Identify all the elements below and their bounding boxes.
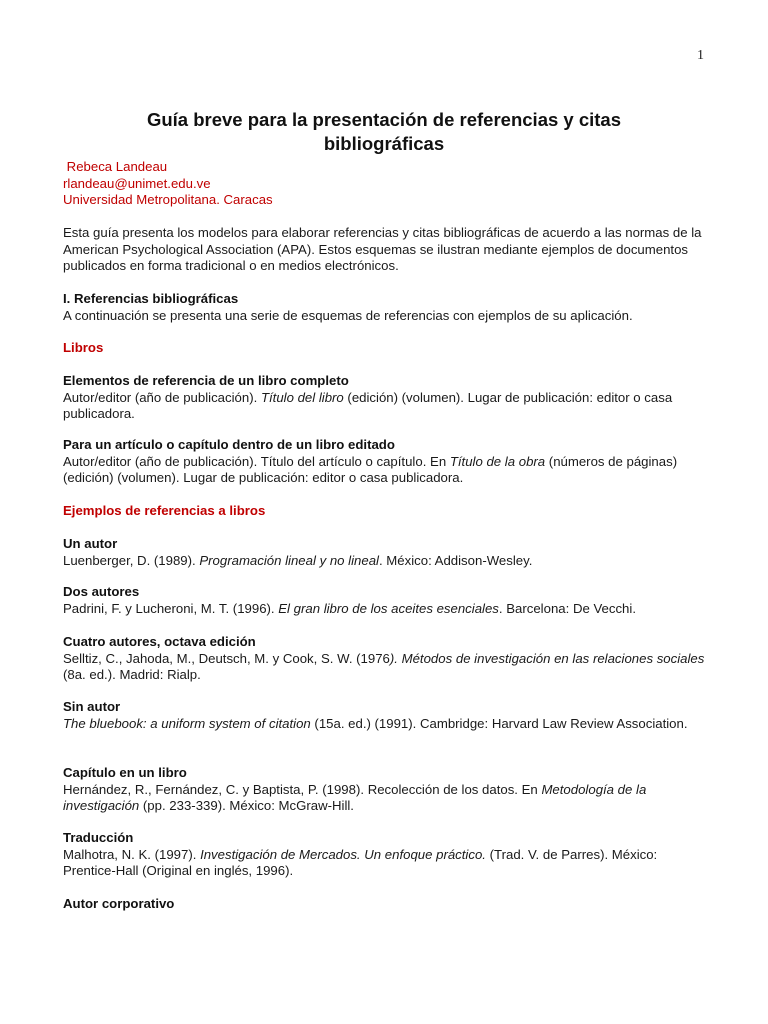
- dos-autores-heading: Dos autores: [63, 584, 140, 599]
- text-run: Autor/editor (año de publicación).: [63, 389, 261, 405]
- ex-autor-corporativo: [63, 896, 713, 913]
- text-run: (números de páginas) (edición) (volumen). Lugar de publicación: editor o casa publicadora.: [63, 453, 678, 485]
- author-email[interactable]: rlandeau@unimet.edu.ve: [63, 175, 211, 191]
- text-run: (15a. ed.) (1991). Cambridge: Harvard Law Review Association.: [310, 715, 688, 731]
- text-run: (Trad. V. de Parres). México: Prentice-Hall (Original en inglés, 1996).: [63, 846, 658, 878]
- italic-run: Título del libro: [260, 389, 344, 405]
- capitulo-libro-text: [63, 782, 713, 815]
- cuatro-autores-text: [63, 651, 713, 684]
- elem-capitulo: [63, 437, 713, 487]
- ex-dos-autores: [63, 584, 713, 617]
- text-run: Hernández, R., Fernández, C. y Baptista, P. (1998). Recolección de los datos. En: [63, 781, 542, 797]
- italic-run: ). Métodos de investigación en las relaciones sociales: [389, 650, 705, 666]
- text-run: Luenberger, D. (1989).: [63, 552, 200, 568]
- dos-autores-text: [63, 601, 713, 618]
- ex-sin-autor: [63, 699, 713, 732]
- italic-run: Título de la obra: [449, 453, 546, 469]
- traduccion-heading: Traducción: [63, 830, 134, 845]
- un-autor-text: [63, 553, 713, 570]
- text-run: Malhotra, N. K. (1997).: [63, 846, 201, 862]
- ex-cuatro-autores: [63, 634, 713, 684]
- text-run: . México: Addison-Wesley.: [378, 552, 533, 568]
- traduccion-text: [63, 847, 713, 880]
- author-name: Rebeca Landeau: [63, 159, 168, 174]
- autor-corporativo-heading: Autor corporativo: [63, 896, 175, 911]
- text-run: Padrini, F. y Lucheroni, M. T. (1996).: [63, 600, 279, 616]
- italic-run: Programación lineal y no lineal: [199, 552, 379, 568]
- text-run: (8a. ed.). Madrid: Rialp.: [63, 667, 201, 682]
- text-run: (edición) (volumen). Lugar de publicación: editor o casa publicadora.: [63, 389, 673, 421]
- ex-un-autor: [63, 536, 713, 569]
- text-run: (pp. 233-339). México: McGraw-Hill.: [139, 798, 354, 813]
- elem-libro: [63, 373, 713, 423]
- text-run: Selltiz, C., Jahoda, M., Deutsch, M. y Cook, S. W. (1976: [63, 650, 390, 666]
- un-autor-heading: Un autor: [63, 536, 118, 551]
- elem-libro-heading: Elementos de referencia de un libro completo: [63, 373, 349, 388]
- cuatro-autores-heading: Cuatro autores, octava edición: [63, 634, 256, 649]
- text-run: . Barcelona: De Vecchi.: [498, 600, 636, 616]
- ejemplos-heading: Ejemplos de referencias a libros: [63, 503, 266, 518]
- intro-paragraph: [63, 225, 713, 275]
- text-run: Autor/editor (año de publicación). Título del artículo o capítulo. En: [63, 453, 450, 469]
- italic-run: Investigación de Mercados. Un enfoque práctico.: [200, 846, 486, 862]
- sin-autor-heading: Sin autor: [63, 699, 121, 714]
- title-line-2: bibliográficas: [323, 133, 445, 154]
- sin-autor-text: [63, 716, 713, 733]
- italic-run: El gran libro de los aceites esenciales: [278, 600, 499, 616]
- elem-libro-text: [63, 390, 713, 423]
- libros-heading: Libros: [63, 340, 104, 355]
- section-heading: I. Referencias bibliográficas: [63, 291, 239, 306]
- document-title: [64, 108, 704, 156]
- title-line-1: Guía breve para la presentación de referencias y citas: [146, 109, 622, 130]
- author-block: [63, 159, 273, 209]
- capitulo-libro-heading: Capítulo en un libro: [63, 765, 187, 780]
- elem-capitulo-heading: Para un artículo o capítulo dentro de un libro editado: [63, 437, 395, 452]
- ex-traduccion: [63, 830, 713, 880]
- section-text: A continuación se presenta una serie de esquemas de referencias con ejemplos de su aplicación.: [63, 307, 633, 323]
- libros-heading-block: [63, 340, 713, 357]
- italic-run: The bluebook: a uniform system of citation: [63, 715, 311, 731]
- italic-run: Metodología de la investigación: [63, 781, 647, 813]
- ex-capitulo-libro: [63, 765, 713, 815]
- section-references: [63, 291, 713, 324]
- elem-capitulo-text: [63, 454, 713, 487]
- ejemplos-heading-block: [63, 503, 713, 520]
- intro-text: Esta guía presenta los modelos para elaborar referencias y citas bibliográficas de acuerdo a las normas de la American Psychological Association (APA). Estos esquemas se ilustran mediante ejemplos de documentos publicados en forma tradicional o en medios electrónicos.: [63, 225, 702, 273]
- page-number: 1: [697, 48, 704, 63]
- author-institution: Universidad Metropolitana. Caracas: [63, 192, 273, 207]
